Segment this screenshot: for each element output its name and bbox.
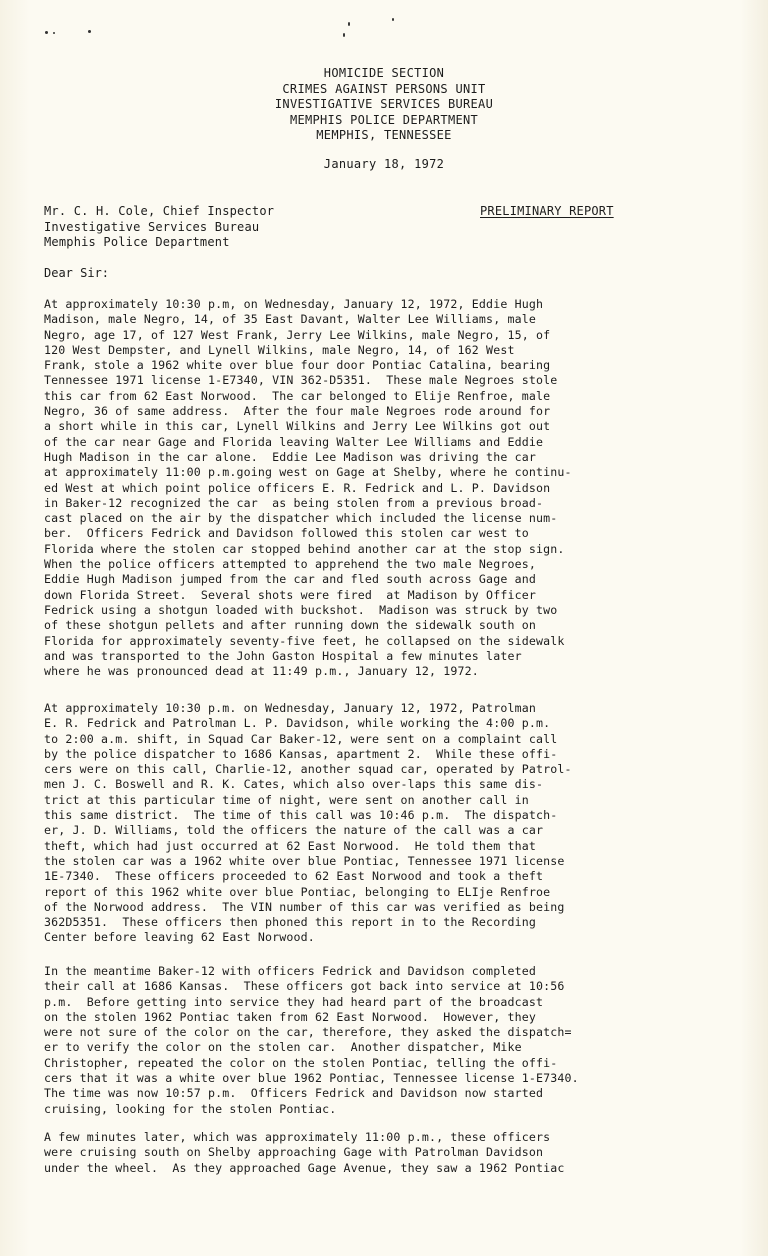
text-line: Frank, stole a 1962 white over blue four door Pontiac Catalina, bearing — [44, 358, 551, 373]
paragraph-3 — [44, 964, 764, 1117]
text-line: At approximately 10:30 p.m. on Wednesday, January 12, 1972, Patrolman — [44, 701, 536, 715]
text-line: at approximately 11:00 p.m.going west on Gage at Shelby, where he continu- — [44, 465, 572, 480]
text-line: The time was now 10:57 p.m. Officers Fedrick and Davidson now started — [44, 1086, 544, 1101]
text-line: this car from 62 East Norwood. The car belonged to Elije Renfroe, male — [44, 388, 551, 403]
text-line: Eddie Hugh Madison jumped from the car and fled south across Gage and — [44, 572, 536, 587]
text-line: the stolen car was a 1962 white over blue Pontiac, Tennessee 1971 license — [44, 853, 565, 868]
text-line: their call at 1686 Kansas. These officers got back into service at 10:56 — [44, 979, 565, 994]
text-line: of these shotgun pellets and after running down the sidewalk south on — [44, 618, 536, 633]
letterhead-line: CRIMES AGAINST PERSONS UNIT — [282, 81, 486, 96]
text-line: trict at this particular time of night, were sent on another call in — [44, 792, 529, 807]
text-line: Madison, male Negro, 14, of 35 East Davant, Walter Lee Williams, male — [44, 312, 536, 327]
addressee-line: Investigative Services Bureau — [44, 219, 260, 234]
text-line: of the car near Gage and Florida leaving Walter Lee Williams and Eddie — [44, 434, 544, 449]
text-line: under the wheel. As they approached Gage Avenue, they saw a 1962 Pontiac — [44, 1160, 565, 1175]
addressee-line: Mr. C. H. Cole, Chief Inspector — [44, 204, 275, 218]
text-line: of the Norwood address. The VIN number of this car was verified as being — [44, 899, 565, 914]
text-line: this same district. The time of this call was 10:46 p.m. The dispatch- — [44, 808, 558, 823]
text-line: were cruising south on Shelby approaching Gage with Patrolman Davidson — [44, 1145, 544, 1160]
text-line: ber. Officers Fedrick and Davidson followed this stolen car west to — [44, 526, 529, 541]
text-line: cruising, looking for the stolen Pontiac. — [44, 1101, 337, 1116]
text-line: theft, which had just occurred at 62 East Norwood. He told them that — [44, 838, 536, 853]
letterhead-line: HOMICIDE SECTION — [323, 66, 445, 80]
text-line: E. R. Fedrick and Patrolman L. P. Davidson, while working the 4:00 p.m. — [44, 716, 551, 731]
letterhead-line: INVESTIGATIVE SERVICES BUREAU — [274, 97, 494, 112]
text-line: Fedrick using a shotgun loaded with buckshot. Madison was struck by two — [44, 602, 558, 617]
addressee-block — [44, 204, 274, 251]
text-line: Hugh Madison in the car alone. Eddie Lee Madison was driving the car — [44, 449, 536, 464]
addressee-line: Memphis Police Department — [44, 235, 230, 249]
paragraph-2 — [44, 701, 764, 946]
report-type-label: PRELIMINARY REPORT — [480, 204, 614, 218]
text-line: report of this 1962 white over blue Pontiac, belonging to ELIje Renfroe — [44, 884, 551, 899]
text-line: Negro, 36 of same address. After the four male Negroes rode around for — [44, 404, 551, 419]
ink-speck — [88, 30, 91, 33]
ink-speck — [392, 18, 394, 21]
ink-speck — [53, 32, 55, 34]
text-line: in Baker-12 recognized the car as being stolen from a previous broad- — [44, 495, 544, 510]
paragraph-1 — [44, 297, 764, 679]
text-line: er to verify the color on the stolen car. Another dispatcher, Mike — [44, 1040, 522, 1055]
text-line: and was transported to the John Gaston Hospital a few minutes later — [44, 648, 522, 663]
letterhead — [0, 66, 768, 144]
text-line: Negro, age 17, of 127 West Frank, Jerry Lee Wilkins, male Negro, 15, of — [44, 327, 551, 342]
text-line: cers were on this call, Charlie-12, another squad car, operated by Patrol- — [44, 762, 572, 777]
text-line: In the meantime Baker-12 with officers Fedrick and Davidson completed — [44, 964, 536, 978]
text-line: Florida where the stolen car stopped behind another car at the stop sign. — [44, 541, 565, 556]
text-line: p.m. Before getting into service they had heard part of the broadcast — [44, 994, 544, 1009]
text-line: down Florida Street. Several shots were fired at Madison by Officer — [44, 587, 536, 602]
text-line: to 2:00 a.m. shift, in Squad Car Baker-12, were sent on a complaint call — [44, 731, 558, 746]
document-date: January 18, 1972 — [323, 157, 445, 171]
text-line: At approximately 10:30 p.m, on Wednesday, January 12, 1972, Eddie Hugh — [44, 297, 544, 311]
text-line: A few minutes later, which was approximately 11:00 p.m., these officers — [44, 1130, 551, 1144]
text-line: were not sure of the color on the car, therefore, they asked the dispatch= — [44, 1025, 572, 1040]
text-line: cers that it was a white over blue 1962 Pontiac, Tennessee license 1-E7340. — [44, 1071, 579, 1086]
salutation: Dear Sir: — [44, 266, 110, 280]
text-line: er, J. D. Williams, told the officers the nature of the call was a car — [44, 823, 544, 838]
text-line: 120 West Dempster, and Lynell Wilkins, male Negro, 14, of 162 West — [44, 342, 515, 357]
text-line: on the stolen 1962 Pontiac taken from 62 East Norwood. However, they — [44, 1009, 536, 1024]
text-line: men J. C. Boswell and R. K. Cates, which also over-laps this same dis- — [44, 777, 544, 792]
text-line: 1E-7340. These officers proceeded to 62 East Norwood and took a theft — [44, 869, 544, 884]
text-line: Christopher, repeated the color on the stolen Pontiac, telling the offi- — [44, 1055, 558, 1070]
text-line: When the police officers attempted to apprehend the two male Negroes, — [44, 557, 536, 572]
text-line: Center before leaving 62 East Norwood. — [44, 930, 315, 945]
paragraph-4 — [44, 1130, 764, 1176]
text-line: Florida for approximately seventy-five feet, he collapsed on the sidewalk — [44, 633, 565, 648]
ink-speck — [343, 33, 345, 37]
ink-speck — [348, 22, 350, 26]
ink-speck — [45, 31, 48, 34]
text-line: ed West at which point police officers E. R. Fedrick and L. P. Davidson — [44, 480, 551, 495]
text-line: a short while in this car, Lynell Wilkins and Jerry Lee Wilkins got out — [44, 419, 551, 434]
text-line: where he was pronounced dead at 11:49 p.m., January 12, 1972. — [44, 664, 479, 679]
text-line: by the police dispatcher to 1686 Kansas, apartment 2. While these offi- — [44, 746, 558, 761]
letterhead-line: MEMPHIS POLICE DEPARTMENT — [289, 112, 479, 127]
text-line: Tennessee 1971 license 1-E7340, VIN 362-D5351. These male Negroes stole — [44, 373, 558, 388]
text-line: cast placed on the air by the dispatcher which included the license num- — [44, 511, 558, 526]
text-line: 362D5351. These officers then phoned this report in to the Recording — [44, 915, 536, 930]
letterhead-line: MEMPHIS, TENNESSEE — [316, 128, 452, 143]
